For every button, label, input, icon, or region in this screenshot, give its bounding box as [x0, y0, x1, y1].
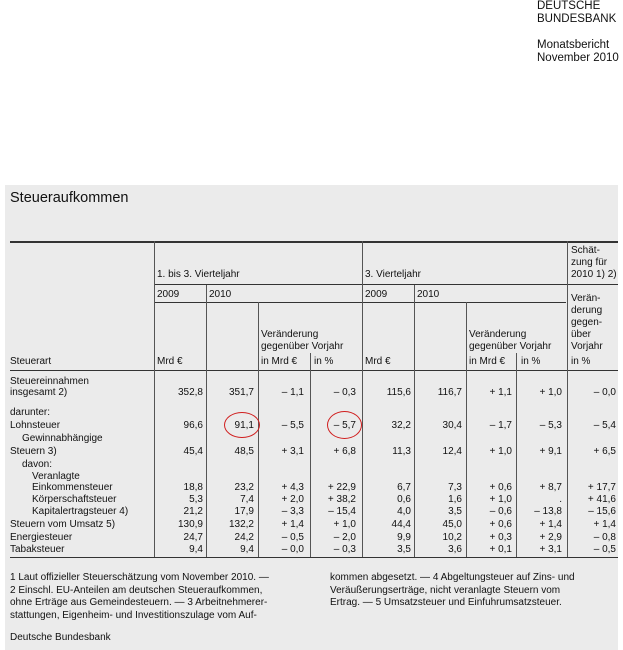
rule — [154, 284, 618, 285]
table-cell: + 3,1 — [539, 544, 562, 555]
year-header: 2009 — [157, 289, 180, 300]
row-label: Körperschaftsteuer — [32, 494, 117, 505]
row-label: Veranlagte — [32, 471, 80, 482]
table-cell: + 2,0 — [281, 494, 304, 505]
table-cell: 21,2 — [183, 506, 203, 517]
table-cell: + 0,1 — [489, 544, 512, 555]
table-cell: – 0,3 — [333, 544, 356, 555]
header-line: DEUTSCHE — [537, 0, 601, 12]
estimate-header: zung für — [571, 257, 608, 268]
header-line: November 2010 — [537, 52, 619, 64]
table-cell: 3,6 — [448, 544, 462, 555]
table-cell: 10,2 — [442, 532, 462, 543]
estimate-header: 2010 1) 2) — [571, 269, 617, 280]
table-cell: 352,8 — [177, 387, 203, 398]
estimate-change-header: in % — [571, 356, 591, 367]
table-cell: 32,2 — [391, 420, 411, 431]
unit-header: Mrd € — [157, 356, 183, 367]
table-cell: – 0,5 — [281, 532, 304, 543]
table-cell: 115,6 — [386, 387, 411, 398]
table-cell: 11,3 — [392, 446, 411, 457]
table-cell: 30,4 — [442, 420, 462, 431]
table-cell: – 3,3 — [281, 506, 304, 517]
table-cell: 130,9 — [177, 519, 203, 530]
table-cell: 44,4 — [391, 519, 411, 530]
table-cell: + 1,4 — [539, 519, 562, 530]
table-cell: + 41,6 — [587, 494, 616, 505]
table-cell: + 2,9 — [539, 532, 562, 543]
estimate-change-header: über — [571, 329, 592, 340]
change-header: Veränderung — [469, 329, 527, 340]
table-cell: 24,7 — [183, 532, 203, 543]
table-cell: – 0,0 — [593, 387, 616, 398]
row-label: darunter: — [10, 407, 51, 418]
table-cell: – 0,6 — [489, 506, 512, 517]
row-label: Lohnsteuer — [10, 420, 61, 431]
table-cell: . — [559, 494, 562, 505]
table-cell: 12,4 — [442, 446, 462, 457]
table-cell: + 1,0 — [539, 387, 562, 398]
rule — [154, 302, 566, 303]
table-cell: 351,7 — [228, 387, 254, 398]
table-cell: + 6,8 — [333, 446, 356, 457]
estimate-change-header: Verän- — [571, 293, 601, 304]
table-cell: 7,3 — [448, 482, 462, 493]
table-cell: 132,2 — [228, 519, 254, 530]
table-cell: 7,4 — [240, 494, 254, 505]
table-cell: + 8,7 — [539, 482, 562, 493]
period-header: 3. Vierteljahr — [365, 269, 421, 280]
table-cell: + 1,0 — [489, 446, 512, 457]
footnote-line: Ertrag. — 5 Umsatzsteuer und Einfuhrumsatzsteuer. — [330, 597, 562, 608]
footnote-line: kommen abgesetzt. — 4 Abgeltungsteuer auf Zins- und — [330, 572, 575, 583]
table-cell: + 22,9 — [327, 482, 356, 493]
unit-header: in Mrd € — [261, 356, 298, 367]
header-line: BUNDESBANK — [537, 13, 617, 25]
footnote-line: stattungen, Eigenheim- und Investitionszulage vom Auf- — [10, 609, 257, 621]
table-cell: + 6,5 — [593, 446, 616, 457]
table-cell: 17,9 — [234, 506, 254, 517]
table-cell: – 2,0 — [333, 532, 356, 543]
table-cell: 18,8 — [183, 482, 203, 493]
table-cell: – 0,0 — [281, 544, 304, 555]
bottom-rule — [10, 557, 618, 558]
table-cell: – 0,3 — [333, 387, 356, 398]
row-label: Einkommensteuer — [32, 482, 113, 493]
highlight-circle — [224, 412, 260, 438]
table-cell: – 1,1 — [281, 387, 304, 398]
row-label: Gewinnabhängige — [22, 433, 103, 444]
table-cell: 23,2 — [234, 482, 254, 493]
row-label: Steuern 3) — [10, 446, 57, 457]
table-cell: 24,2 — [234, 532, 254, 543]
footnote-line: Veräußerungserträge, nicht veranlagte Steuern vom — [330, 584, 561, 596]
table-cell: + 1,1 — [489, 387, 512, 398]
unit-header: in Mrd € — [469, 356, 506, 367]
change-header: Veränderung — [261, 329, 319, 340]
table-cell: 6,7 — [397, 482, 411, 493]
table-cell: – 0,8 — [593, 532, 616, 543]
table-cell: + 0,3 — [489, 532, 512, 543]
table-cell: 9,9 — [397, 532, 411, 543]
table-cell: 48,5 — [234, 446, 254, 457]
row-label: Energiesteuer — [10, 532, 73, 543]
row-label: Tabaksteuer — [10, 544, 65, 555]
table-cell: + 1,0 — [489, 494, 512, 505]
year-header: 2010 — [209, 289, 232, 300]
row-label: insgesamt 2) — [10, 387, 68, 398]
estimate-change-header: Vorjahr — [571, 341, 603, 352]
table-cell: – 15,6 — [588, 506, 616, 517]
table-cell: – 1,7 — [489, 420, 512, 431]
footnote-line: 1 Laut offizieller Steuerschätzung vom November 2010. — — [10, 572, 269, 583]
table-cell: 116,7 — [437, 387, 462, 398]
table-cell: 9,4 — [240, 544, 254, 555]
header-line: Monatsbericht — [537, 39, 610, 51]
table-cell: + 0,6 — [489, 482, 512, 493]
footnote-line: 2 Einschl. EU-Anteilen am deutschen Steueraufkommen, — [10, 584, 263, 596]
table-cell: + 38,2 — [327, 494, 356, 505]
table-cell: 3,5 — [448, 506, 462, 517]
table-cell: + 3,1 — [281, 446, 304, 457]
row-label: Steuereinnahmen — [10, 376, 89, 387]
table-cell: 4,0 — [397, 506, 411, 517]
estimate-header: Schät- — [571, 245, 600, 256]
change-header: gegenüber Vorjahr — [261, 341, 344, 352]
table-cell: – 15,4 — [328, 506, 356, 517]
estimate-change-header: gegen- — [571, 317, 603, 328]
table-cell: 45,4 — [183, 446, 203, 457]
highlight-circle — [327, 411, 362, 439]
header-bottom-rule — [10, 370, 618, 371]
table-cell: 91,1 — [234, 420, 254, 431]
footnotes-left — [10, 572, 269, 622]
table-cell: + 1,0 — [333, 519, 356, 530]
table-cell: 9,4 — [189, 544, 203, 555]
row-label: Steuern vom Umsatz 5) — [10, 519, 116, 530]
table-cell: + 17,7 — [587, 482, 616, 493]
table-cell: – 0,5 — [593, 544, 616, 555]
table-cell: + 9,1 — [539, 446, 562, 457]
year-header: 2010 — [417, 289, 440, 300]
table-title: Steueraufkommen — [10, 190, 129, 206]
estimate-change-header: derung — [571, 305, 603, 316]
table-cell: 45,0 — [442, 519, 462, 530]
unit-header: in % — [521, 356, 541, 367]
table-cell: 1,6 — [448, 494, 462, 505]
table-cell: + 1,4 — [593, 519, 616, 530]
table-cell: – 5,7 — [333, 420, 356, 431]
table-cell: – 5,4 — [593, 420, 616, 431]
publisher-header — [537, 0, 619, 65]
period-header: 1. bis 3. Vierteljahr — [157, 269, 240, 280]
table-cell: 96,6 — [183, 420, 203, 431]
table-cell: – 13,8 — [534, 506, 562, 517]
unit-header: Mrd € — [365, 356, 391, 367]
table-cell: – 5,5 — [281, 420, 304, 431]
table-cell: + 1,4 — [281, 519, 304, 530]
change-header: gegenüber Vorjahr — [469, 341, 552, 352]
row-label: davon: — [22, 459, 53, 470]
row-label: Kapitalertragsteuer 4) — [32, 506, 129, 517]
source-note: Deutsche Bundesbank — [10, 632, 111, 643]
table-cell: + 4,3 — [281, 482, 304, 493]
footnotes-right — [330, 572, 575, 610]
table-cell: 0,6 — [397, 494, 411, 505]
footnote-line: ohne Erträge aus Gemeindesteuern. — 3 Arbeitnehmerer- — [10, 597, 268, 608]
table-cell: – 5,3 — [539, 420, 562, 431]
steuerart-header: Steuerart — [10, 356, 52, 367]
table-cell: 3,5 — [397, 544, 411, 555]
unit-header: in % — [314, 356, 334, 367]
table-cell: + 0,6 — [489, 519, 512, 530]
table-cell: 5,3 — [189, 494, 203, 505]
year-header: 2009 — [365, 289, 388, 300]
top-rule — [10, 241, 618, 243]
